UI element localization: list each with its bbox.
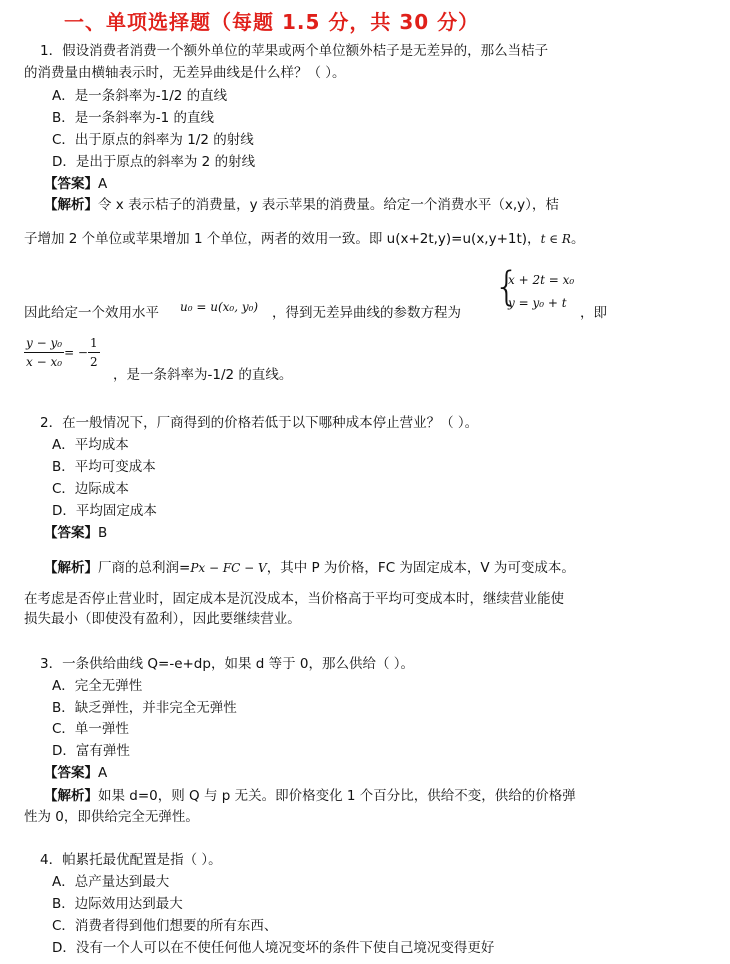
q3-answer-value: A (98, 765, 108, 781)
q1-fraction-right (88, 334, 100, 371)
analysis-label: 【解析】 (44, 197, 98, 213)
q3-analysis-line2: 性为 0，即供给完全无弹性。 (24, 809, 199, 825)
analysis-label: 【解析】 (44, 788, 98, 804)
q2-option-c: C．边际成本 (52, 481, 129, 497)
answer-label: 【答案】 (44, 525, 98, 541)
q3-stem: 3．一条供给曲线 Q=-e+dp，如果 d 等于 0，那么供给（ ）。 (40, 656, 415, 672)
answer-label: 【答案】 (44, 176, 98, 192)
q1-frac-denominator: x − x₀ (26, 355, 63, 369)
q1-option-b: B．是一条斜率为-1 的直线 (52, 110, 215, 126)
q1-system-eq2: y = y₀ + t (508, 296, 567, 310)
q1-option-a: A．是一条斜率为-1/2 的直线 (52, 88, 228, 104)
q1-stem-line1: 1．假设消费者消费一个额外单位的苹果或两个单位额外桔子是无差异的，那么当桔子 (40, 43, 549, 59)
q1-analysis-line3-a: 因此给定一个效用水平 (24, 305, 159, 321)
q3-answer (44, 764, 107, 782)
q1-frac-rhs-denominator: 2 (90, 355, 98, 369)
section-title: 一、单项选择题（每题 1.5 分，共 30 分） (64, 10, 480, 34)
q2-analysis-text-b: ，其中 P 为价格，FC 为固定成本，V 为可变成本。 (266, 560, 575, 576)
q1-system-brace: { (494, 264, 520, 310)
q1-frac-rhs-numerator: 1 (88, 334, 100, 353)
q3-option-c: C．单一弹性 (52, 721, 129, 737)
q2-answer (44, 524, 107, 542)
q3-option-b: B．缺乏弹性，并非完全无弹性 (52, 700, 237, 716)
q4-option-a: A．总产量达到最大 (52, 874, 170, 890)
q1-fraction-equation (24, 334, 100, 371)
q1-answer-value: A (98, 176, 108, 192)
q1-stem-line2: 的消费量由横轴表示时，无差异曲线是什么样？（ ）。 (24, 65, 346, 81)
q4-option-d: D．没有一个人可以在不使任何他人境况变坏的条件下使自己境况变得更好 (52, 940, 495, 956)
q2-profit-formula: Px − FC − V (190, 561, 267, 575)
q1-fraction-left (24, 334, 64, 371)
q1-analysis-line4: ，是一条斜率为-1/2 的直线。 (113, 367, 293, 383)
q2-option-b: B．平均可变成本 (52, 459, 156, 475)
q2-analysis-line3: 损失最小（即使没有盈利），因此要继续营业。 (24, 611, 301, 627)
q1-analysis-text1: 令 x 表示桔子的消费量，y 表示苹果的消费量。给定一个消费水平（x,y），桔 (98, 197, 559, 213)
q2-analysis-line1 (44, 559, 575, 577)
q2-analysis-line2: 在考虑是否停止营业时，固定成本是沉没成本，当价格高于平均可变成本时，继续营业能使 (24, 591, 564, 607)
q4-stem: 4．帕累托最优配置是指（ ）。 (40, 852, 222, 868)
q1-analysis-line3-b: ，得到无差异曲线的参数方程为 (272, 305, 461, 321)
q2-option-a: A．平均成本 (52, 437, 129, 453)
q3-option-a: A．完全无弹性 (52, 678, 143, 694)
q1-utility-level-math: u₀ = u(x₀, y₀) (180, 300, 259, 314)
q2-option-d: D．平均固定成本 (52, 503, 157, 519)
q1-option-d: D．是出于原点的斜率为 2 的射线 (52, 154, 256, 170)
q1-analysis-math-t: t ∈ R (540, 232, 571, 246)
q2-stem: 2．在一般情况下，厂商得到的价格若低于以下哪种成本停止营业？（ ）。 (40, 415, 479, 431)
q3-analysis-line1 (44, 787, 576, 805)
q1-analysis-line1 (44, 196, 559, 214)
q1-analysis-line3-c: ，即 (580, 305, 607, 321)
q1-analysis-text2: 子增加 2 个单位或苹果增加 1 个单位，两者的效用一致。即 u(x+2t,y)=u(x,y+1t)， (24, 231, 541, 247)
q3-option-d: D．富有弹性 (52, 743, 130, 759)
q3-analysis-text1: 如果 d=0，则 Q 与 p 无关。即价格变化 1 个百分比，供给不变，供给的价格弹 (98, 788, 576, 804)
q1-answer (44, 175, 107, 193)
answer-label: 【答案】 (44, 765, 98, 781)
q4-option-c: C．消费者得到他们想要的所有东西、 (52, 918, 278, 934)
q1-system-eq1: x + 2t = x₀ (508, 273, 575, 287)
q2-analysis-text-a: 厂商的总利润= (98, 560, 191, 576)
q4-option-b: B．边际效用达到最大 (52, 896, 183, 912)
q1-frac-numerator: y − y₀ (24, 334, 64, 353)
q1-option-c: C．出于原点的斜率为 1/2 的射线 (52, 132, 254, 148)
q1-frac-equals: = − (64, 345, 88, 360)
analysis-label: 【解析】 (44, 560, 98, 576)
q2-answer-value: B (98, 525, 108, 541)
q1-analysis-line2: 子增加 2 个单位或苹果增加 1 个单位，两者的效用一致。即 u(x+2t,y)=u(x,y+1t)，t ∈ R。 (24, 231, 585, 247)
